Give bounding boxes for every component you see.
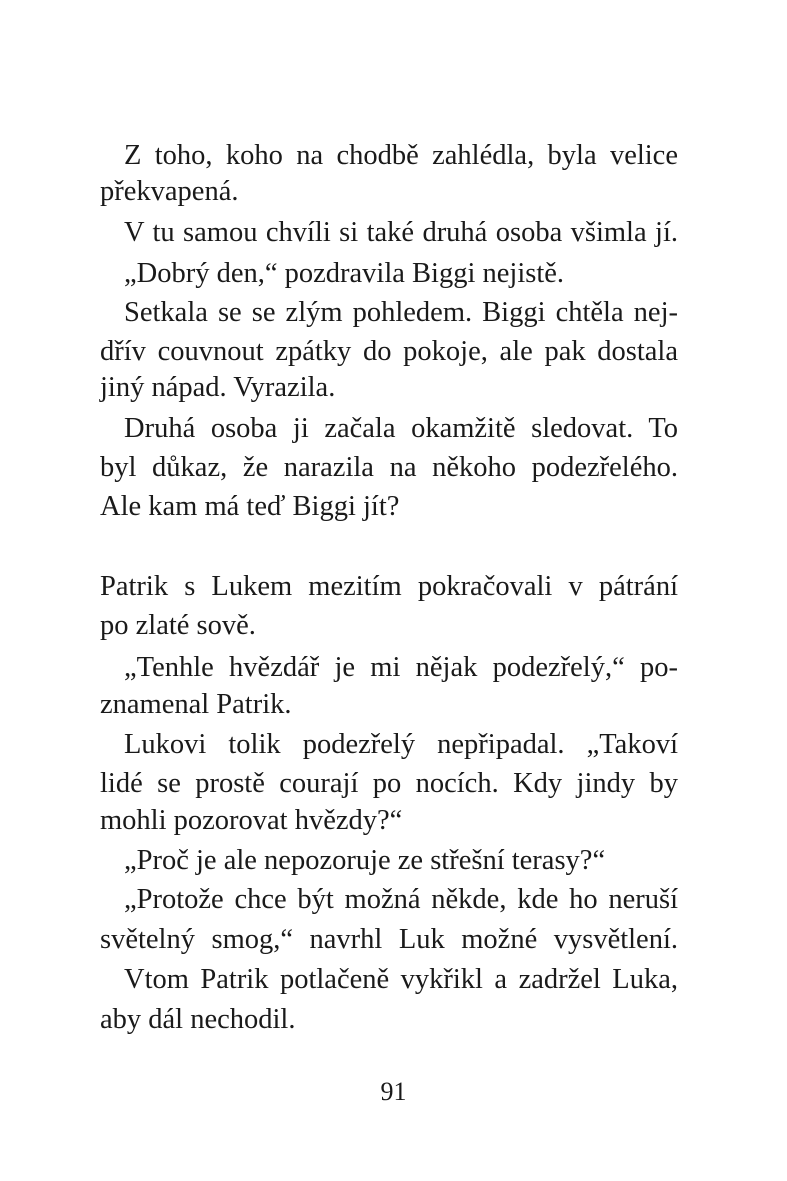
text-line: Ale kam má teď Biggi jít? xyxy=(100,491,400,522)
text-line: světelný smog,“ navrhl Luk možné vysvětlení. xyxy=(100,924,678,955)
text-line: znamenal Patrik. xyxy=(100,689,292,720)
text-line: dřív couvnout zpátky do pokoje, ale pak dostala xyxy=(100,336,678,367)
text-line: byl důkaz, že narazila na někoho podezřelého. xyxy=(100,452,678,483)
page-number: 91 xyxy=(380,1077,407,1106)
text-line: Patrik s Lukem mezitím pokračovali v pátrání xyxy=(100,571,678,602)
text-line: Vtom Patrik potlačeně vykřikl a zadržel Luka, xyxy=(124,964,678,995)
text-line: překvapená. xyxy=(100,176,239,207)
text-line: lidé se prostě courají po nocích. Kdy jindy by xyxy=(100,768,678,799)
text-line: Setkala se se zlým pohledem. Biggi chtěla nej- xyxy=(124,297,678,328)
text-line: jiný nápad. Vyrazila. xyxy=(100,372,336,403)
text-line: „Dobrý den,“ pozdravila Biggi nejistě. xyxy=(124,258,565,289)
text-line: „Tenhle hvězdář je mi nějak podezřelý,“ po- xyxy=(124,652,678,683)
text-line: „Protože chce být možná někde, kde ho neruší xyxy=(124,884,678,915)
text-line: V tu samou chvíli si také druhá osoba všimla jí. xyxy=(124,217,678,248)
text-line: po zlaté sově. xyxy=(100,610,256,641)
text-line: Z toho, koho na chodbě zahlédla, byla velice xyxy=(124,140,678,171)
text-line: Druhá osoba ji začala okamžitě sledovat. To xyxy=(124,413,678,444)
text-line: „Proč je ale nepozoruje ze střešní terasy?“ xyxy=(124,845,606,876)
text-line: Lukovi tolik podezřelý nepřipadal. „Takoví xyxy=(124,729,678,760)
text-line: aby dál nechodil. xyxy=(100,1004,296,1035)
text-line: mohli pozorovat hvězdy?“ xyxy=(100,805,403,836)
